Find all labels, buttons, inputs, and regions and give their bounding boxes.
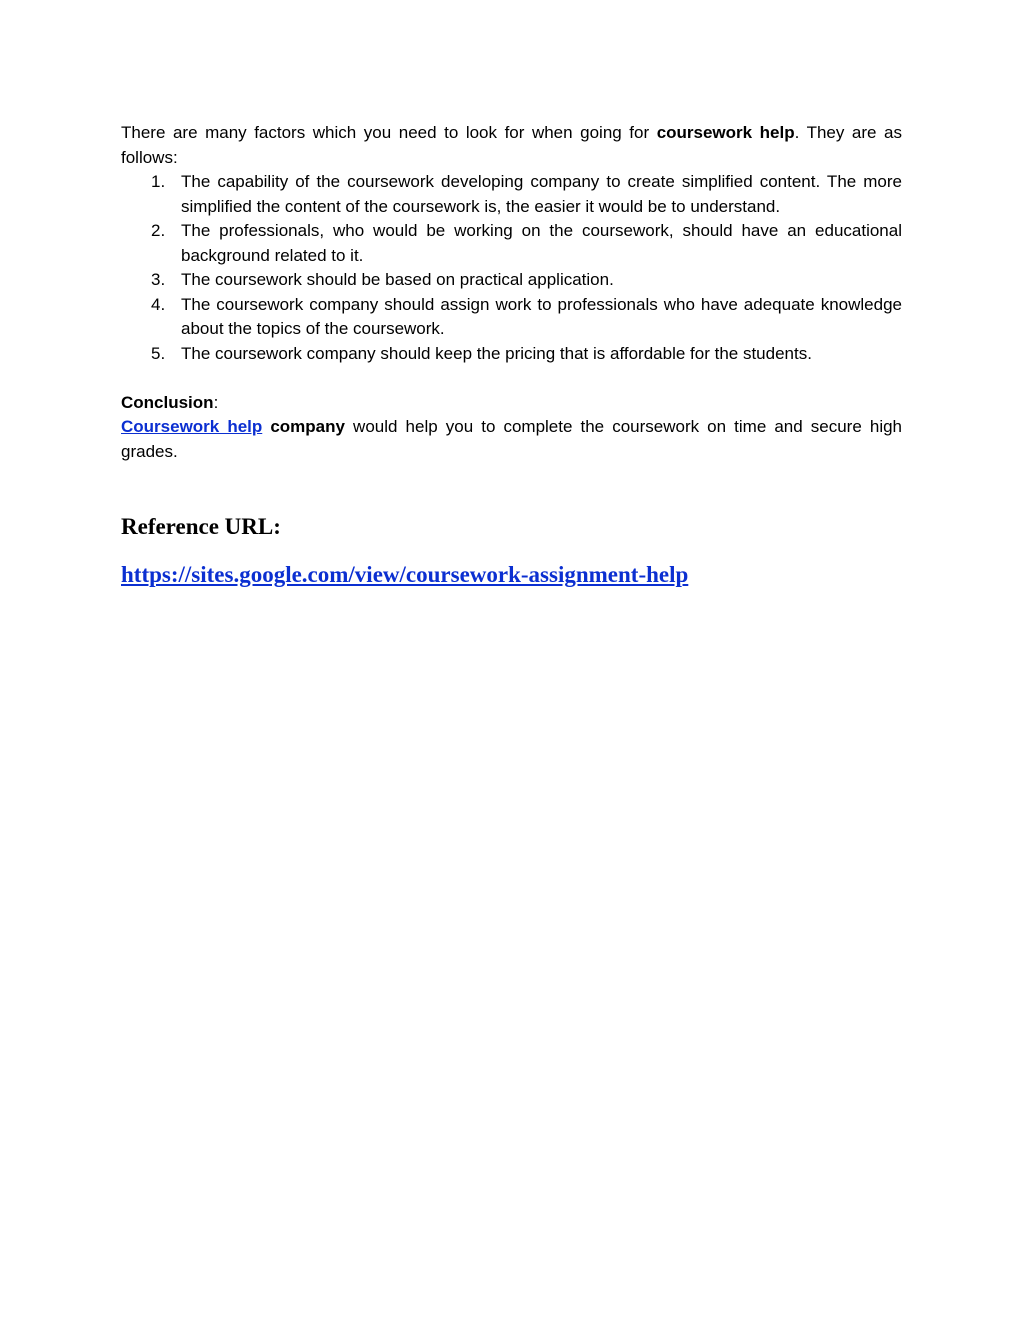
list-item-text: The capability of the coursework developing company to create simplified content. The more simplified the content of the coursework is, the easier it would be to understand. [181, 172, 902, 216]
conclusion-bold-word: company [270, 417, 345, 436]
list-item-number: 1. [151, 172, 166, 191]
list-item-number: 5. [151, 343, 166, 363]
list-item-text: The coursework company should keep the pricing that is affordable for the students. [181, 343, 812, 363]
conclusion-heading-text: Conclusion [121, 392, 214, 412]
list-item [121, 293, 902, 342]
coursework-help-link[interactable]: Coursework help [121, 417, 263, 436]
conclusion-paragraph [121, 415, 902, 464]
intro-bold-term: coursework help [656, 123, 795, 142]
intro-paragraph [121, 121, 902, 170]
list-item [121, 170, 902, 219]
conclusion-section [121, 391, 902, 465]
reference-url-link[interactable]: https://sites.google.com/view/coursework-assignment-help [121, 562, 689, 587]
intro-text-after: . They are as follows: [121, 123, 902, 167]
intro-text-before: There are many factors which you need to look for when going for [121, 123, 657, 142]
list-item-text: The coursework should be based on practical application. [181, 270, 614, 289]
list-item [121, 342, 902, 367]
list-item-number: 4. [151, 294, 166, 314]
conclusion-heading [121, 391, 902, 416]
list-item-text: The professionals, who would be working on the coursework, should have an educational background related to it. [181, 221, 902, 265]
list-item-number: 2. [151, 221, 166, 240]
factors-list [121, 170, 902, 366]
document-content [121, 121, 902, 590]
list-item-number: 3. [151, 270, 166, 289]
list-item [121, 268, 902, 293]
reference-heading: Reference URL: [121, 514, 281, 539]
list-item [121, 219, 902, 268]
conclusion-text: would help you to complete the coursework on time and secure high grades. [121, 417, 903, 461]
list-item-text: The coursework company should assign work to professionals who have adequate knowledge about the topics of the coursework. [181, 294, 902, 338]
conclusion-heading-colon: : [213, 392, 219, 412]
